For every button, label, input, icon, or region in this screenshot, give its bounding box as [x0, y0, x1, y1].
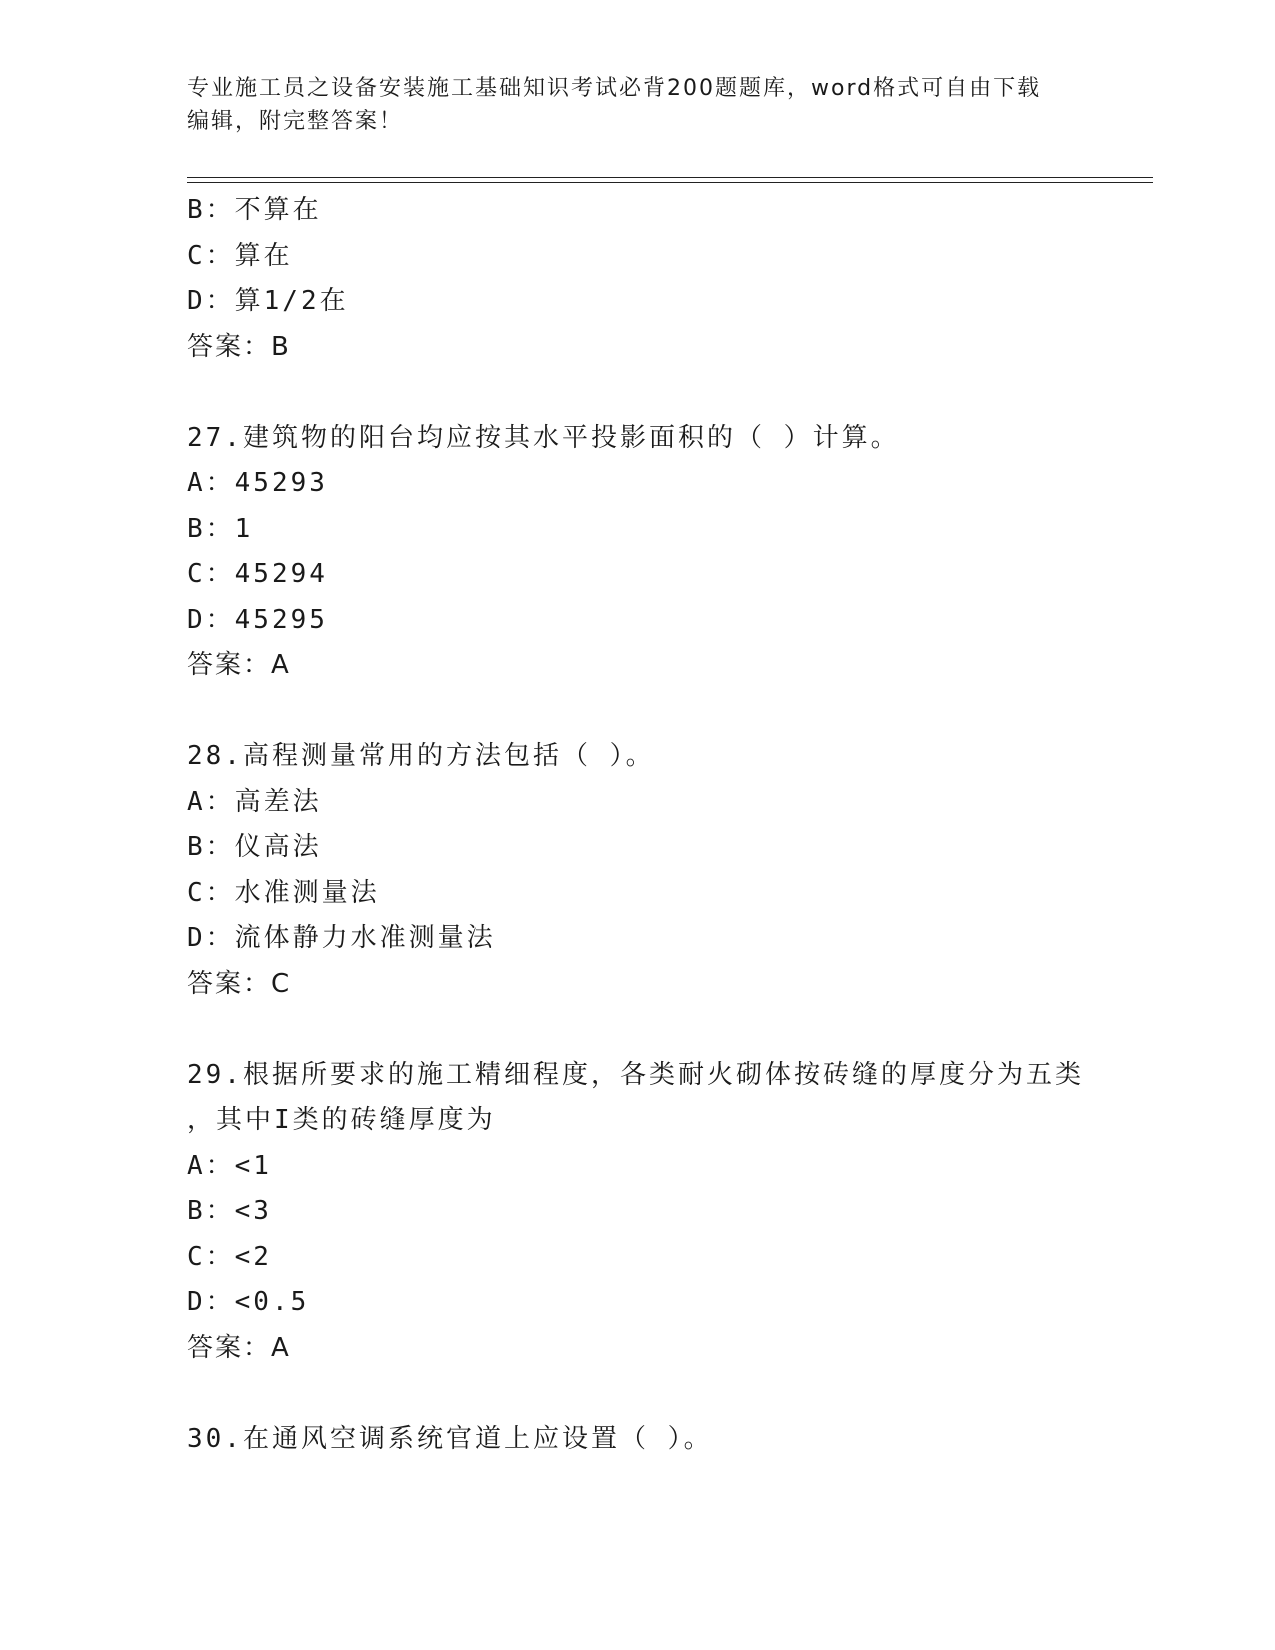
question-30 — [187, 1417, 1087, 1463]
header-title-line-2: 编辑，附完整答案！ — [187, 109, 404, 134]
option-b: B：不算在 — [187, 195, 322, 225]
answer-line: 答案：A — [187, 650, 291, 680]
option-b: B：1 — [187, 513, 254, 544]
question-text: 30.在通风空调系统官道上应设置（ ）。 — [187, 1423, 713, 1454]
document-header — [187, 72, 1067, 138]
header-title-line-1: 专业施工员之设备安装施工基础知识考试必背200题题库，word格式可自由下载 — [187, 76, 1042, 101]
question-text: 27.建筑物的阳台均应按其水平投影面积的（ ）计算。 — [187, 422, 900, 453]
spacer — [187, 689, 1087, 735]
option-d: D：45295 — [187, 604, 328, 635]
header-divider-top — [187, 177, 1153, 178]
option-d: D：算1/2在 — [187, 286, 349, 316]
question-text-line-1: 29.根据所要求的施工精细程度，各类耐火砌体按砖缝的厚度分为五类 — [187, 1059, 1084, 1090]
option-d: D：流体静力水准测量法 — [187, 923, 496, 953]
option-c: C：<2 — [187, 1241, 272, 1272]
option-b: B：<3 — [187, 1196, 272, 1226]
question-list — [187, 188, 1087, 1462]
option-d: D：<0.5 — [187, 1287, 310, 1317]
spacer — [187, 1371, 1087, 1417]
option-c: C：45294 — [187, 559, 328, 589]
answer-line: 答案：A — [187, 1332, 291, 1363]
question-text-line-2: ，其中I类的砖缝厚度为 — [187, 1105, 496, 1135]
option-a: A：45293 — [187, 468, 328, 498]
option-c: C：水准测量法 — [187, 877, 380, 908]
question-29 — [187, 1053, 1087, 1372]
spacer — [187, 1007, 1087, 1053]
option-c: C：算在 — [187, 240, 293, 271]
question-26-continuation — [187, 188, 1087, 370]
option-a: A：<1 — [187, 1150, 272, 1181]
answer-line: 答案：C — [187, 968, 292, 999]
question-text: 28.高程测量常用的方法包括（ ）。 — [187, 741, 655, 771]
header-divider-bottom — [187, 182, 1153, 183]
question-27 — [187, 416, 1087, 689]
spacer — [187, 370, 1087, 416]
option-b: B：仪高法 — [187, 832, 322, 862]
question-28 — [187, 734, 1087, 1007]
answer-line: 答案：B — [187, 331, 291, 362]
option-a: A：高差法 — [187, 786, 322, 817]
